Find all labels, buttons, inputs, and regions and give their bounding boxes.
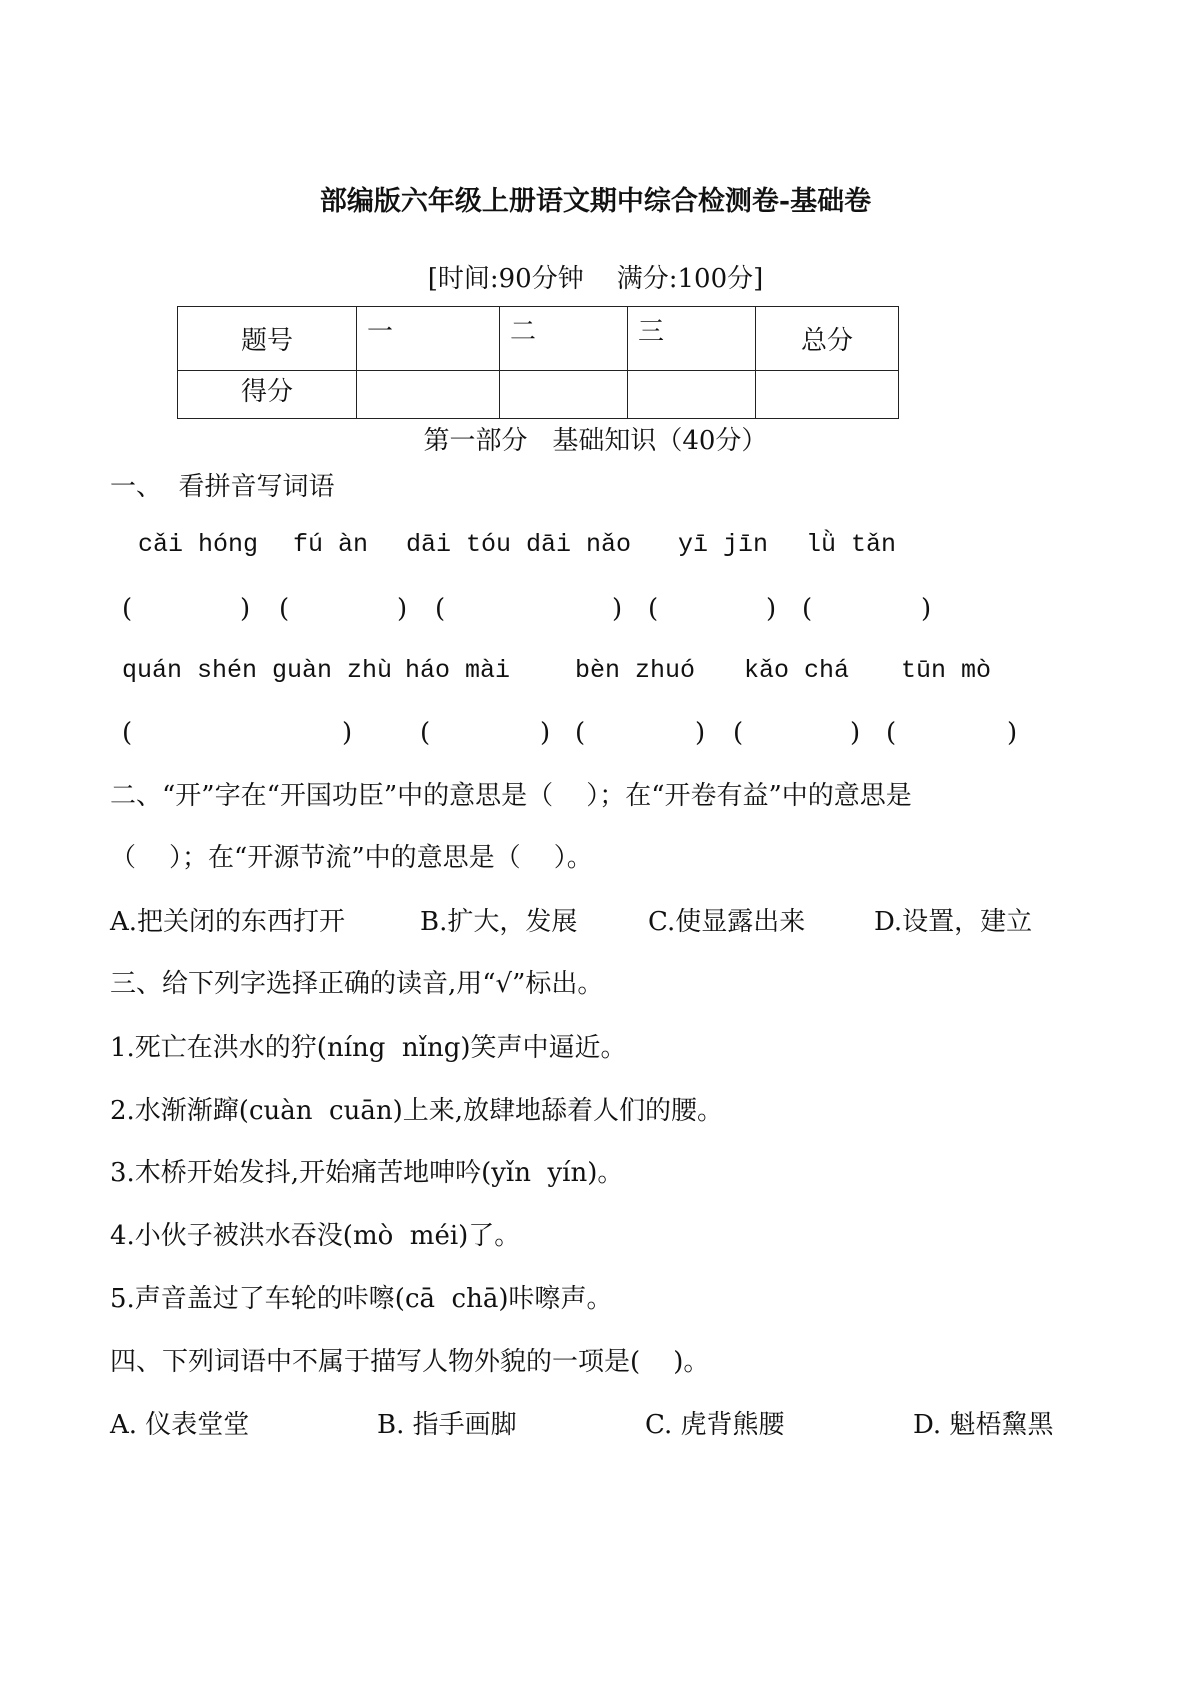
score-cell[interactable] [756,371,899,419]
score-cell[interactable] [628,371,756,419]
q2-line2: （ ）；在“开源节流”中的意思是（ ）。 [110,843,593,873]
pinyin: kǎo chá [744,656,850,685]
q3-heading: 三、给下列字选择正确的读音,用“√”标出。 [110,969,604,999]
q4-option-a: A. 仪表堂堂 [110,1410,250,1440]
answer-close-paren: ) [612,594,623,624]
answer-open-paren: ( [435,594,446,624]
score-table-header: 一 [357,307,500,371]
q4-option-d: D. 魁梧黧黑 [913,1410,1054,1440]
answer-close-paren: ) [342,718,353,748]
pinyin: bèn zhuó [575,656,696,685]
pinyin: tūn mò [901,656,992,685]
answer-open-paren: ( [122,594,133,624]
answer-open-paren: ( [648,594,659,624]
answer-close-paren: ) [766,594,777,624]
pinyin: cǎi hóng [138,530,259,559]
score-table [177,306,899,419]
q2-option-a: A.把关闭的东西打开 [110,907,346,937]
answer-close-paren: ) [1007,718,1018,748]
q4-option-c: C. 虎背熊腰 [645,1410,785,1440]
part1-header: 第一部分 基础知识（40分） [423,426,768,456]
answer-open-paren: ( [420,718,431,748]
answer-close-paren: ) [921,594,932,624]
pinyin: lǜ tǎn [806,530,897,559]
score-cell[interactable] [500,371,628,419]
score-row-label: 得分 [178,371,357,419]
answer-close-paren: ) [397,594,408,624]
exam-info: [时间:90分钟 满分:100分] [427,264,764,294]
answer-open-paren: ( [122,718,133,748]
answer-close-paren: ) [850,718,861,748]
pinyin: quán shén guàn zhù [122,656,393,685]
q2-option-d: D.设置，建立 [874,907,1033,937]
score-table-header: 二 [500,307,628,371]
answer-open-paren: ( [802,594,813,624]
q4-option-b: B. 指手画脚 [377,1410,517,1440]
pinyin: yī jīn [678,530,769,559]
pinyin: fú àn [293,530,369,559]
score-table-header: 总分 [756,307,899,371]
pinyin: dāi tóu dāi nǎo [406,530,632,559]
answer-open-paren: ( [886,718,897,748]
q3-item: 2.水渐渐蹿(cuàn cuān)上来,放肆地舔着人们的腰。 [110,1096,723,1126]
score-table-header: 题号 [178,307,357,371]
q3-item: 3.木桥开始发抖,开始痛苦地呻吟(yǐn yín)。 [110,1158,624,1188]
q1-heading: 一、 看拼音写词语 [110,472,335,502]
q2-option-b: B.扩大，发展 [420,907,578,937]
q3-item: 5.声音盖过了车轮的咔嚓(cā chā)咔嚓声。 [110,1284,613,1314]
pinyin: háo mài [405,656,511,685]
score-table-header: 三 [628,307,756,371]
q4-heading: 四、下列词语中不属于描写人物外貌的一项是( )。 [110,1347,710,1377]
q3-item: 1.死亡在洪水的狞(níng nǐng)笑声中逼近。 [110,1033,627,1063]
q3-item: 4.小伙子被洪水吞没(mò méi)了。 [110,1221,521,1251]
document-title: 部编版六年级上册语文期中综合检测卷-基础卷 [319,186,872,217]
answer-close-paren: ) [695,718,706,748]
score-cell[interactable] [357,371,500,419]
q2-line1: 二、“开”字在“开国功臣”中的意思是（ ）；在“开卷有益”中的意思是 [110,781,912,811]
answer-open-paren: ( [279,594,290,624]
answer-open-paren: ( [575,718,586,748]
q2-option-c: C.使显露出来 [648,907,806,937]
answer-close-paren: ) [540,718,551,748]
answer-open-paren: ( [733,718,744,748]
answer-close-paren: ) [240,594,251,624]
